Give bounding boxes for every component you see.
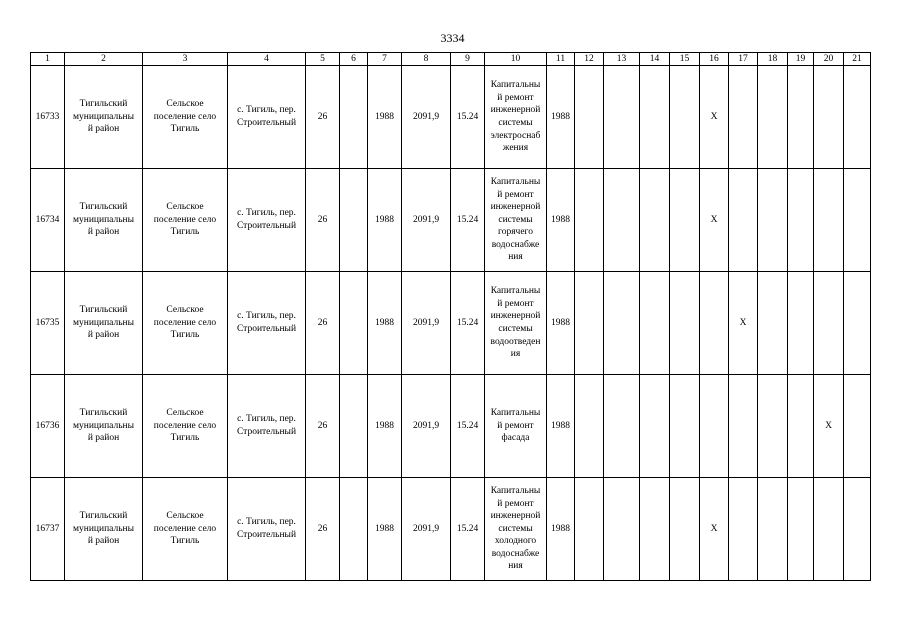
cell-settlement: Сельское поселение село Тигиль [143,272,228,375]
cell-work: Капитальны й ремонт инженерной системы горячего водоснабже ния [485,169,547,272]
cell-c17: X [729,272,758,375]
cell-area: 2091,9 [402,478,451,581]
column-number-cell: 12 [575,53,604,66]
column-number-cell: 18 [758,53,788,66]
cell-c17 [729,478,758,581]
cell-year: 1988 [368,375,402,478]
cell-id: 16736 [31,375,65,478]
column-number-cell: 10 [485,53,547,66]
cell-settlement: Сельское поселение село Тигиль [143,478,228,581]
cell-area: 2091,9 [402,66,451,169]
column-number-cell: 7 [368,53,402,66]
cell-c11: 1988 [547,375,575,478]
cell-id: 16735 [31,272,65,375]
cell-c11: 1988 [547,169,575,272]
cell-c6 [340,375,368,478]
cell-c16: X [700,478,729,581]
cell-house: 26 [306,478,340,581]
cell-c11: 1988 [547,272,575,375]
cell-c19 [788,66,814,169]
cell-c12 [575,272,604,375]
capital-repair-table [30,52,871,581]
cell-settlement: Сельское поселение село Тигиль [143,169,228,272]
cell-c9: 15.24 [451,169,485,272]
cell-c21 [844,66,871,169]
column-number-cell: 5 [306,53,340,66]
cell-c16 [700,375,729,478]
column-number-cell: 4 [228,53,306,66]
column-number-cell: 6 [340,53,368,66]
cell-year: 1988 [368,169,402,272]
cell-c20 [814,169,844,272]
cell-c6 [340,272,368,375]
cell-c9: 15.24 [451,66,485,169]
cell-area: 2091,9 [402,169,451,272]
cell-c20 [814,66,844,169]
cell-house: 26 [306,272,340,375]
cell-year: 1988 [368,478,402,581]
cell-year: 1988 [368,272,402,375]
cell-c15 [670,375,700,478]
cell-c21 [844,478,871,581]
table-row [31,272,871,375]
cell-c18 [758,272,788,375]
cell-c9: 15.24 [451,272,485,375]
cell-work: Капитальны й ремонт инженерной системы электроснаб жения [485,66,547,169]
cell-district: Тигильский муниципальны й район [65,169,143,272]
cell-c13 [604,375,640,478]
column-number-cell: 9 [451,53,485,66]
cell-c14 [640,66,670,169]
column-number-cell: 17 [729,53,758,66]
cell-c12 [575,169,604,272]
cell-c19 [788,478,814,581]
cell-c19 [788,169,814,272]
cell-address: с. Тигиль, пер. Строительный [228,66,306,169]
cell-c16 [700,272,729,375]
cell-address: с. Тигиль, пер. Строительный [228,478,306,581]
table-row [31,169,871,272]
cell-c17 [729,66,758,169]
cell-c15 [670,272,700,375]
column-number-cell: 21 [844,53,871,66]
column-number-cell: 3 [143,53,228,66]
cell-c16: X [700,169,729,272]
cell-c13 [604,169,640,272]
cell-c13 [604,272,640,375]
cell-work: Капитальны й ремонт инженерной системы холодного водоснабже ния [485,478,547,581]
column-number-cell: 20 [814,53,844,66]
cell-area: 2091,9 [402,272,451,375]
cell-address: с. Тигиль, пер. Строительный [228,169,306,272]
cell-c12 [575,478,604,581]
cell-c13 [604,478,640,581]
cell-settlement: Сельское поселение село Тигиль [143,66,228,169]
column-number-cell: 2 [65,53,143,66]
cell-work: Капитальны й ремонт фасада [485,375,547,478]
cell-house: 26 [306,66,340,169]
cell-c15 [670,169,700,272]
column-number-row [31,53,871,66]
cell-c18 [758,66,788,169]
cell-c18 [758,169,788,272]
cell-work: Капитальны й ремонт инженерной системы водоотведен ия [485,272,547,375]
cell-c16: X [700,66,729,169]
column-number-cell: 13 [604,53,640,66]
table-row [31,478,871,581]
cell-c14 [640,169,670,272]
cell-c15 [670,66,700,169]
cell-c6 [340,66,368,169]
cell-settlement: Сельское поселение село Тигиль [143,375,228,478]
page-number: 3334 [440,31,465,45]
cell-area: 2091,9 [402,375,451,478]
cell-house: 26 [306,375,340,478]
cell-c20 [814,478,844,581]
cell-c20 [814,272,844,375]
column-number-cell: 16 [700,53,729,66]
cell-c17 [729,375,758,478]
cell-c15 [670,478,700,581]
cell-district: Тигильский муниципальны й район [65,272,143,375]
cell-c11: 1988 [547,478,575,581]
column-number-cell: 14 [640,53,670,66]
cell-c9: 15.24 [451,478,485,581]
cell-c11: 1988 [547,66,575,169]
cell-c14 [640,478,670,581]
cell-c14 [640,272,670,375]
column-number-cell: 19 [788,53,814,66]
cell-c12 [575,375,604,478]
cell-c19 [788,375,814,478]
cell-c21 [844,375,871,478]
cell-c21 [844,169,871,272]
column-number-cell: 8 [402,53,451,66]
column-number-cell: 1 [31,53,65,66]
cell-address: с. Тигиль, пер. Строительный [228,375,306,478]
cell-id: 16734 [31,169,65,272]
cell-id: 16733 [31,66,65,169]
cell-c18 [758,478,788,581]
cell-c19 [788,272,814,375]
cell-house: 26 [306,169,340,272]
cell-c12 [575,66,604,169]
cell-address: с. Тигиль, пер. Строительный [228,272,306,375]
cell-id: 16737 [31,478,65,581]
cell-c6 [340,478,368,581]
table-row [31,375,871,478]
cell-c20: X [814,375,844,478]
cell-c18 [758,375,788,478]
cell-district: Тигильский муниципальны й район [65,375,143,478]
cell-c13 [604,66,640,169]
column-number-cell: 15 [670,53,700,66]
cell-c14 [640,375,670,478]
cell-district: Тигильский муниципальны й район [65,66,143,169]
cell-district: Тигильский муниципальны й район [65,478,143,581]
cell-c21 [844,272,871,375]
cell-c6 [340,169,368,272]
cell-c17 [729,169,758,272]
cell-year: 1988 [368,66,402,169]
cell-c9: 15.24 [451,375,485,478]
table-row [31,66,871,169]
column-number-cell: 11 [547,53,575,66]
